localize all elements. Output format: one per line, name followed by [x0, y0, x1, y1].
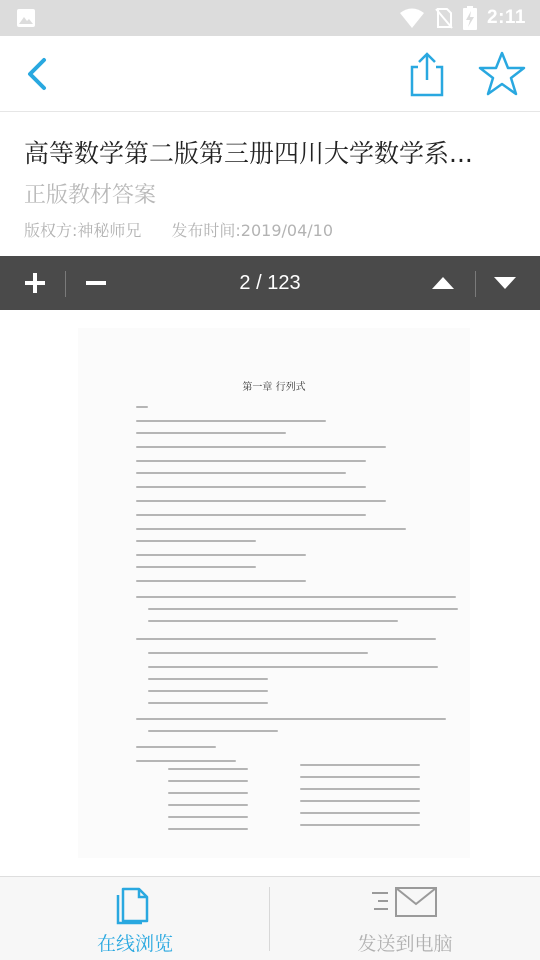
tab-label: 发送到电脑	[357, 933, 453, 955]
next-page-button[interactable]	[482, 256, 528, 310]
page-text-line	[136, 446, 386, 448]
zoom-out-button[interactable]	[75, 256, 117, 310]
page-text-line	[136, 486, 366, 488]
document-subtitle: 正版教材答案	[24, 183, 157, 208]
page-text-line	[136, 638, 436, 640]
page-text-line	[136, 514, 366, 516]
page-text-line	[136, 472, 346, 474]
toolbar-separator	[65, 271, 66, 297]
document-meta	[24, 218, 333, 241]
page-text-line	[136, 406, 148, 408]
wifi-icon	[399, 7, 425, 29]
tab-label: 在线浏览	[96, 933, 173, 955]
matrix-row	[300, 788, 420, 790]
page-text-line	[148, 666, 438, 668]
star-outline-icon[interactable]	[476, 50, 528, 98]
copyright-owner: 版权方:神秘师兄	[24, 221, 142, 240]
matrix-row	[168, 816, 248, 818]
page-text-line	[136, 420, 326, 422]
page-text-line	[136, 596, 456, 598]
page-text-line	[136, 566, 256, 568]
matrix-row	[300, 764, 420, 766]
matrix-row	[300, 824, 420, 826]
minus-icon	[85, 272, 107, 294]
mail-send-icon	[370, 885, 440, 921]
image-notification-icon	[16, 8, 36, 28]
page-text-line	[148, 690, 268, 692]
document-viewer[interactable]	[0, 310, 540, 876]
triangle-up-icon	[431, 276, 455, 290]
page-text-line	[136, 760, 236, 762]
share-upload-icon[interactable]	[404, 50, 450, 98]
chapter-heading: 第一章 行列式	[242, 382, 306, 393]
reader-toolbar	[0, 256, 540, 310]
status-time: 2:11	[487, 7, 526, 28]
battery-charging-icon	[463, 6, 477, 30]
status-bar	[0, 0, 540, 36]
matrix-row	[300, 776, 420, 778]
previous-page-button[interactable]	[420, 256, 466, 310]
page-text-line	[136, 718, 446, 720]
toolbar-separator	[475, 271, 476, 297]
page-text-line	[136, 540, 256, 542]
publish-time: 发布时间:2019/04/10	[171, 221, 334, 240]
page-text-line	[148, 620, 398, 622]
tab-online-browse[interactable]	[0, 877, 270, 960]
zoom-in-button[interactable]	[14, 256, 56, 310]
bottom-navigation	[0, 876, 540, 960]
page-text-line	[136, 460, 366, 462]
plus-icon	[24, 272, 46, 294]
page-text-line	[148, 730, 278, 732]
page-text-line	[136, 500, 386, 502]
app-bar	[0, 36, 540, 112]
page-text-line	[148, 678, 268, 680]
matrix-row	[168, 768, 248, 770]
matrix-row	[168, 780, 248, 782]
page-text-line	[136, 746, 216, 748]
matrix-row	[168, 792, 248, 794]
matrix-row	[168, 804, 248, 806]
page-text-line	[148, 608, 458, 610]
page-text-line	[148, 652, 368, 654]
page-text-line	[136, 528, 406, 530]
page-text-line	[136, 554, 306, 556]
no-sim-icon	[435, 7, 453, 29]
triangle-down-icon	[493, 276, 517, 290]
page-text-line	[136, 580, 306, 582]
document-title: 高等数学第二版第三册四川大学数学系...	[24, 139, 473, 168]
matrix-row	[300, 812, 420, 814]
document-page	[78, 328, 470, 858]
matrix-row	[168, 828, 248, 830]
document-info	[0, 112, 540, 256]
document-icon	[115, 885, 155, 925]
tab-send-to-computer[interactable]	[270, 877, 540, 960]
matrix-row	[300, 800, 420, 802]
page-text-line	[136, 432, 286, 434]
page-text-line	[148, 702, 268, 704]
page-indicator: 2 / 123	[239, 272, 301, 294]
chevron-left-icon[interactable]	[18, 52, 62, 96]
